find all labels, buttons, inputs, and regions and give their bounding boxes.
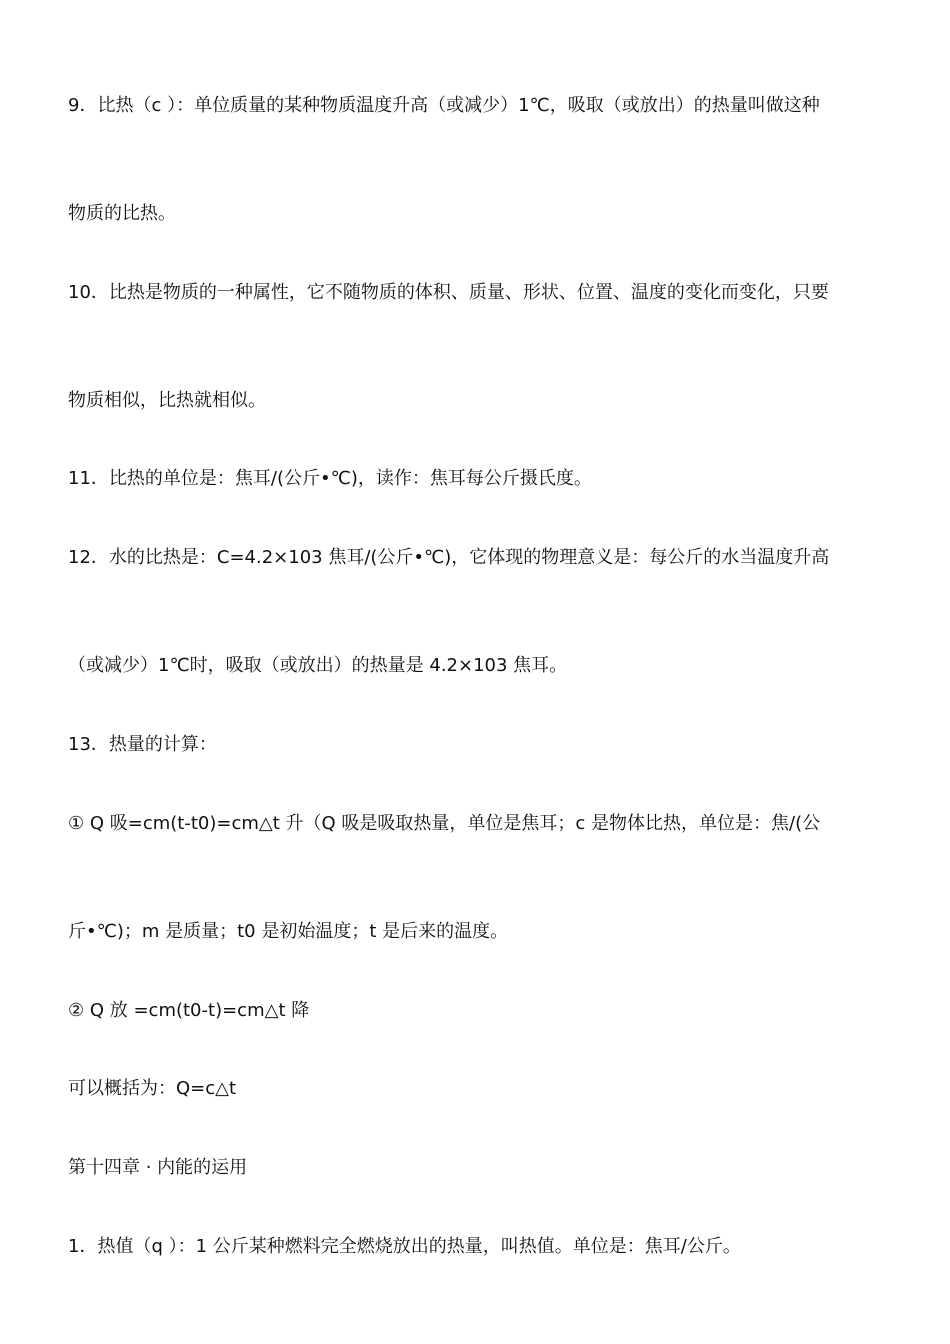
paragraph-13: 13．热量的计算： bbox=[68, 734, 217, 755]
chapter-heading: 第十四章 · 内能的运用 bbox=[68, 1157, 248, 1178]
paragraph-10-line-1: 10．比热是物质的一种属性，它不随物质的体积、质量、形状、位置、温度的变化而变化，只要 bbox=[68, 282, 829, 303]
formula-1-line-1: ① Q 吸=cm(t-t0)=cm△t 升（Q 吸是吸取热量，单位是焦耳；c 是物体比热，单位是：焦/(公 bbox=[68, 813, 821, 834]
formula-1-line-2: 斤•℃)；m 是质量；t0 是初始温度；t 是后来的温度。 bbox=[68, 921, 509, 942]
formula-summary: 可以概括为：Q=c△t bbox=[68, 1078, 237, 1099]
paragraph-12-line-1: 12．水的比热是：C=4.2×103 焦耳/(公斤•℃)，它体现的物理意义是：每公斤的水当温度升高 bbox=[68, 547, 830, 568]
paragraph-10-line-2: 物质相似，比热就相似。 bbox=[68, 390, 266, 411]
paragraph-11: 11．比热的单位是：焦耳/(公斤•℃)，读作：焦耳每公斤摄氏度。 bbox=[68, 468, 592, 489]
formula-2: ② Q 放 =cm(t0-t)=cm△t 降 bbox=[68, 1000, 310, 1021]
paragraph-9-line-2: 物质的比热。 bbox=[68, 203, 176, 224]
paragraph-9-line-1: 9．比热（c ）：单位质量的某种物质温度升高（或减少）1℃，吸取（或放出）的热量叫做这种 bbox=[68, 95, 820, 116]
paragraph-12-line-2: （或减少）1℃时，吸取（或放出）的热量是 4.2×103 焦耳。 bbox=[68, 655, 568, 676]
paragraph-1-heat-value: 1．热值（q ）：1 公斤某种燃料完全燃烧放出的热量，叫热值。单位是：焦耳/公斤。 bbox=[68, 1236, 741, 1257]
